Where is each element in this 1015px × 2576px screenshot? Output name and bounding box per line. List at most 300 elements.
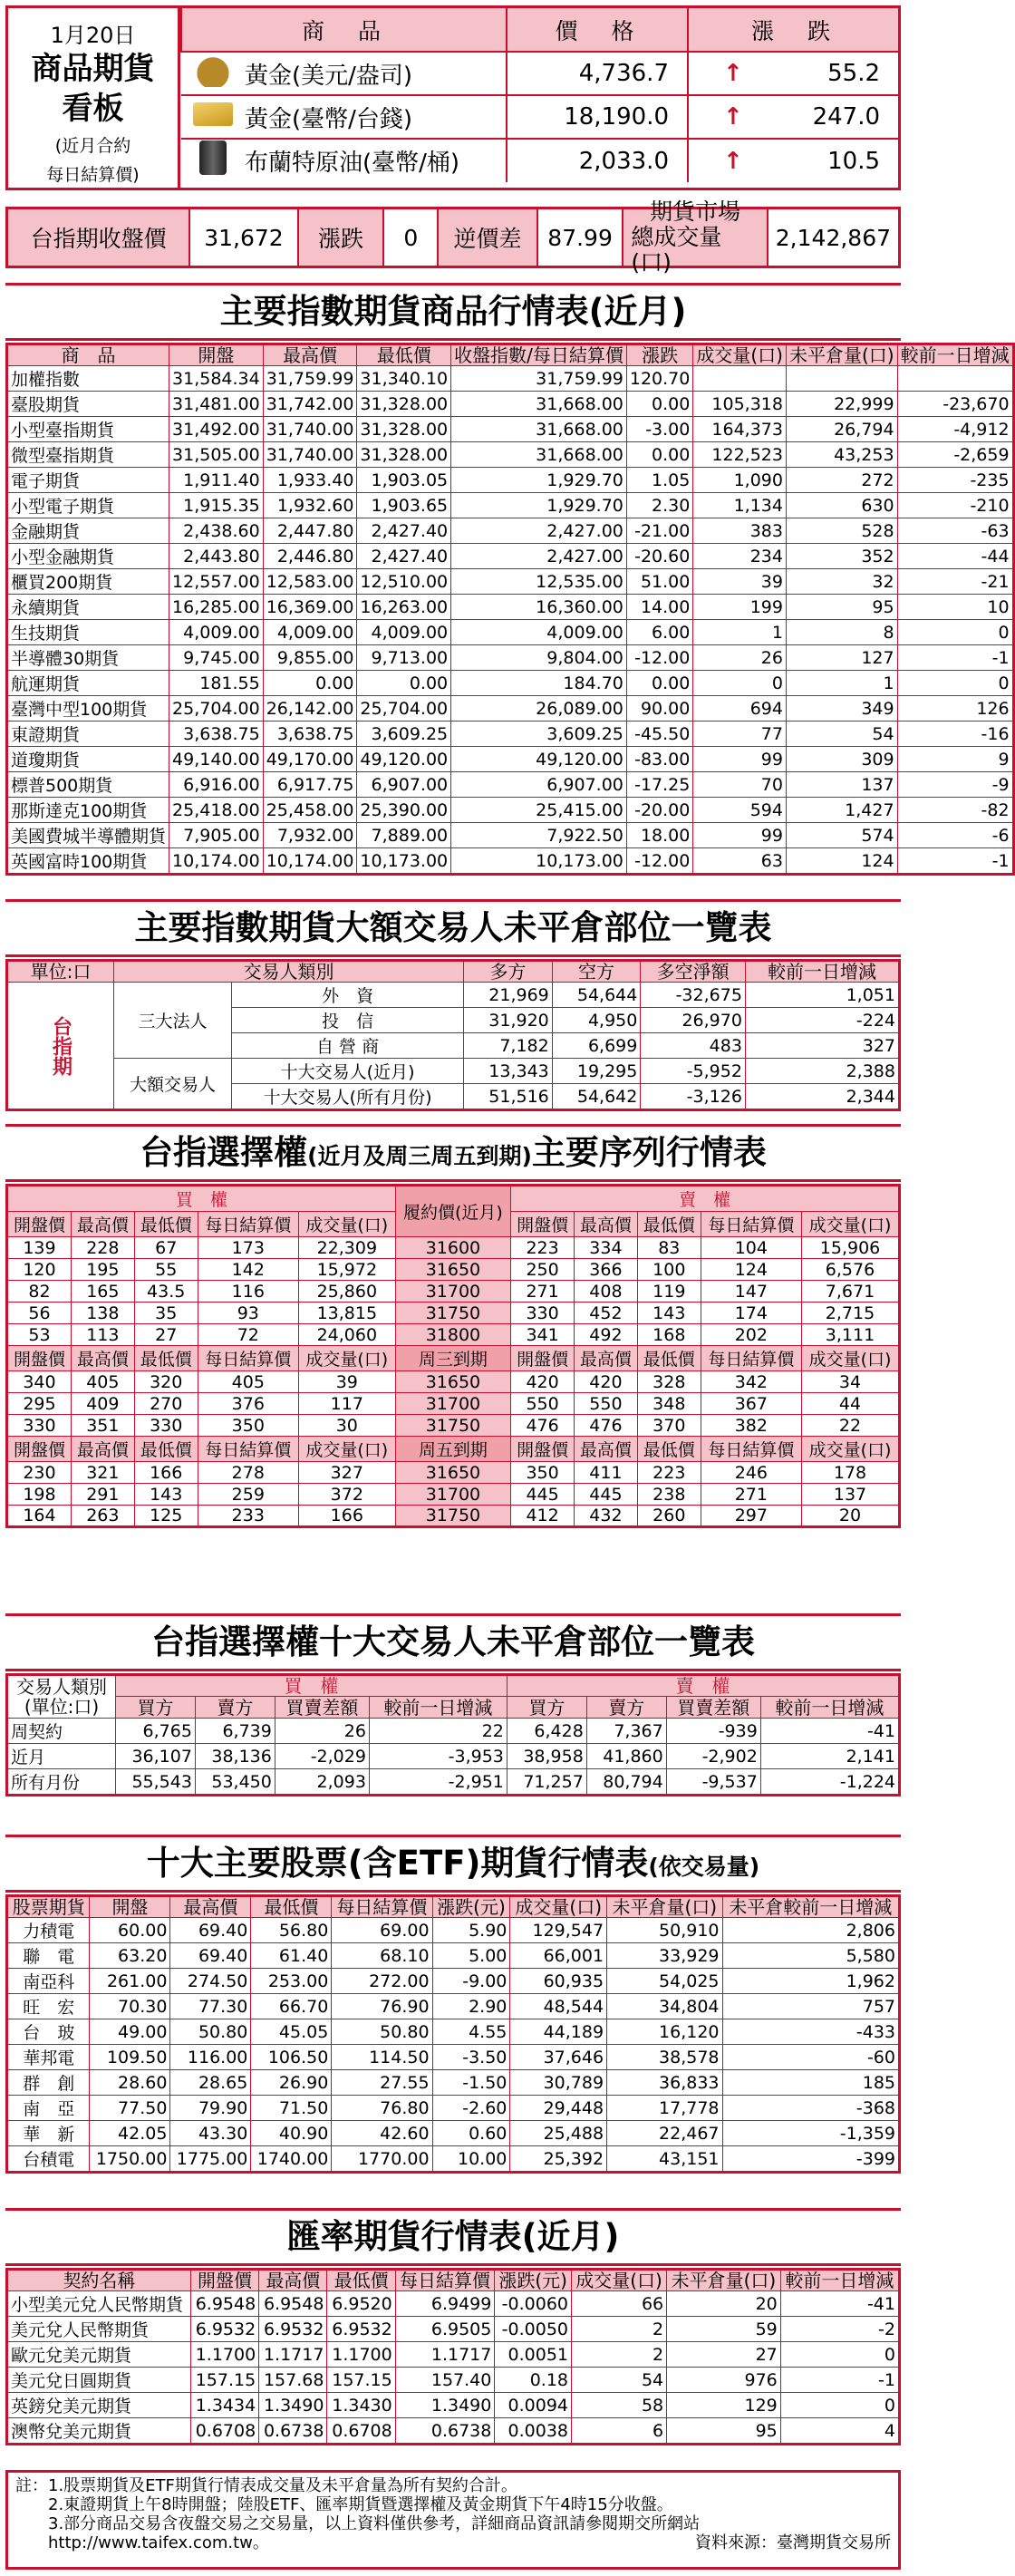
- column-header: 每日結算價: [198, 1437, 298, 1462]
- row-label: 美元兌日圓期貨: [7, 2368, 191, 2393]
- cell: 21,969: [464, 983, 553, 1008]
- cell: 49,120.00: [357, 747, 451, 772]
- cell: 409: [71, 1393, 134, 1415]
- cell: 4: [780, 2418, 899, 2445]
- table-row: [7, 2418, 900, 2445]
- column-header: 賣方: [586, 1697, 666, 1719]
- basis-value: 87.99: [536, 209, 623, 266]
- up-arrow-icon: ↑: [723, 103, 743, 131]
- cell: 119: [637, 1281, 701, 1303]
- cell: 2.90: [432, 1994, 510, 2019]
- cell: 17,778: [607, 2096, 722, 2121]
- cell: 9,745.00: [169, 645, 264, 671]
- table-row: [7, 1303, 900, 1324]
- cell: 43.5: [134, 1281, 198, 1303]
- cell: -21.00: [626, 518, 692, 544]
- cell: 0.6738: [259, 2418, 327, 2445]
- cell: 2,141: [760, 1744, 899, 1769]
- cell: 56.80: [251, 1918, 332, 1943]
- cell: 1.05: [626, 468, 692, 493]
- table-row: [7, 2146, 900, 2173]
- cell: 260: [637, 1506, 701, 1527]
- column-header: 開盤價: [7, 1212, 72, 1237]
- cell: 5.90: [432, 1918, 510, 1943]
- row-label: 聯 電: [7, 1943, 90, 1969]
- cell: 0.6708: [190, 2418, 258, 2445]
- column-header: 最高價: [575, 1346, 638, 1371]
- column-header: 漲跌(元): [432, 1896, 510, 1918]
- cell: 405: [198, 1371, 298, 1393]
- cell: 349: [786, 696, 897, 721]
- cell: 6: [572, 2418, 667, 2445]
- trader-type-head: [7, 1675, 116, 1719]
- trader-type: 十大交易人(所有月份): [232, 1084, 464, 1110]
- cell: 9,855.00: [263, 645, 357, 671]
- cell: -433: [722, 2019, 899, 2045]
- cell: 6.9499: [395, 2291, 495, 2317]
- cell: 43,253: [786, 442, 897, 468]
- cell: 1,134: [693, 493, 787, 518]
- cell: 164: [7, 1506, 72, 1527]
- row-label: 澳幣兌美元期貨: [7, 2418, 191, 2445]
- cell: 26: [693, 645, 787, 671]
- index-futures-table: [5, 343, 1015, 876]
- cell: -0.0050: [495, 2317, 572, 2342]
- cell: 122,523: [693, 442, 787, 468]
- cell: 630: [786, 493, 897, 518]
- cell: 1.1717: [395, 2342, 495, 2368]
- row-label: 美國費城半導體期貨: [7, 823, 169, 848]
- column-header: 收盤指數/每日結算價: [451, 344, 627, 366]
- cell: 31,742.00: [263, 392, 357, 417]
- cell: 68.10: [332, 1943, 432, 1969]
- table-row: [7, 1969, 900, 1994]
- cell: -20.00: [626, 798, 692, 823]
- column-header: 成交量(口): [693, 344, 787, 366]
- table-row: [7, 1281, 900, 1303]
- cell: 31,584.34: [169, 366, 264, 392]
- cell: 976: [667, 2368, 781, 2393]
- column-header: 每日結算價: [198, 1212, 298, 1237]
- row-label: 電子期貨: [7, 468, 169, 493]
- cell: 366: [575, 1259, 638, 1281]
- table-row: [7, 772, 1014, 798]
- row-label: 英國富時100期貨: [7, 848, 169, 875]
- cell: 6.9532: [327, 2317, 395, 2342]
- cell: 2: [572, 2342, 667, 2368]
- cell: 117: [298, 1393, 395, 1415]
- cell: -368: [722, 2096, 899, 2121]
- cell: 26.90: [251, 2070, 332, 2096]
- column-header: 最高價: [71, 1437, 134, 1462]
- cell: 271: [511, 1281, 575, 1303]
- cell: -939: [666, 1719, 760, 1744]
- cell: 7,182: [464, 1033, 553, 1059]
- column-header: 未平倉量(口): [786, 344, 897, 366]
- table-row: [7, 1393, 900, 1415]
- options-title-c: 主要序列行情表: [531, 1133, 767, 1172]
- cell: -44: [897, 544, 1013, 569]
- board-title-panel: [8, 8, 180, 188]
- cell: 1,929.70: [451, 468, 627, 493]
- cell: 1.1700: [190, 2342, 258, 2368]
- cell: 31,481.00: [169, 392, 264, 417]
- cell: -83.00: [626, 747, 692, 772]
- cell: 120: [7, 1259, 72, 1281]
- cell: 69.00: [332, 1918, 432, 1943]
- cell: 1,932.60: [263, 493, 357, 518]
- cell: -210: [897, 493, 1013, 518]
- row-label: 永續期貨: [7, 595, 169, 620]
- volume-label: [622, 199, 766, 276]
- cell: -0.0060: [495, 2291, 572, 2317]
- cell: 1,915.35: [169, 493, 264, 518]
- cell: 230: [7, 1462, 72, 1484]
- cell: 370: [637, 1415, 701, 1437]
- table-row: [7, 493, 1014, 518]
- cell: 137: [802, 1484, 900, 1506]
- cell: -3.00: [626, 417, 692, 442]
- basis-label: 逆價差: [437, 209, 536, 266]
- taiex-futures-summary: [5, 199, 901, 276]
- cell: 43.30: [170, 2121, 251, 2146]
- put-head: 賣 權: [507, 1675, 899, 1697]
- cell: 1,051: [745, 983, 899, 1008]
- commodity-price: 2,033.0: [507, 139, 688, 182]
- row-label: 南 亞: [7, 2096, 90, 2121]
- expiry-label: 周五到期: [395, 1437, 510, 1462]
- cell: [897, 366, 1013, 392]
- cell: 445: [511, 1484, 575, 1506]
- column-header: 最低價: [637, 1437, 701, 1462]
- cell: -5,952: [641, 1059, 746, 1084]
- cell: 9: [897, 747, 1013, 772]
- cell: 198: [7, 1484, 72, 1506]
- table-row: [7, 1324, 900, 1346]
- cell: 4,009.00: [169, 620, 264, 645]
- cell: 5.00: [432, 1943, 510, 1969]
- cell: 59: [667, 2317, 781, 2342]
- cell: 36,107: [116, 1744, 196, 1769]
- cell: 1750.00: [90, 2146, 170, 2173]
- table-row: [7, 1462, 900, 1484]
- cell: 2,427.00: [451, 518, 627, 544]
- cell: 55,543: [116, 1769, 196, 1796]
- option-traders-table: [5, 1673, 901, 1796]
- cell: 44,189: [510, 2019, 607, 2045]
- cell: 48,544: [510, 1994, 607, 2019]
- large-traders-table: [5, 959, 901, 1111]
- cell: 20: [667, 2291, 781, 2317]
- note-url[interactable]: http://www.taifex.com.tw。: [48, 2533, 269, 2552]
- column-header: 最低價: [327, 2270, 395, 2291]
- row-label: 櫃買200期貨: [7, 569, 169, 595]
- column-header: 每日結算價: [198, 1346, 298, 1371]
- cell: 26,142.00: [263, 696, 357, 721]
- cell: 376: [198, 1393, 298, 1415]
- cell: 16,360.00: [451, 595, 627, 620]
- cell: 49.00: [90, 2019, 170, 2045]
- cell: 51,516: [464, 1084, 553, 1110]
- cell: 6,907.00: [451, 772, 627, 798]
- col-trader-type: 交易人類別: [114, 961, 464, 983]
- cell: 76.90: [332, 1994, 432, 2019]
- cell: 50,910: [607, 1918, 722, 1943]
- cell: 31,668.00: [451, 392, 627, 417]
- cell: 54: [786, 721, 897, 747]
- cell: 272: [786, 468, 897, 493]
- cell: 1,427: [786, 798, 897, 823]
- cell: 0.00: [626, 671, 692, 696]
- cell: 757: [722, 1994, 899, 2019]
- cell: 2: [572, 2317, 667, 2342]
- cell: 157.68: [259, 2368, 327, 2393]
- table-row: [7, 1484, 900, 1506]
- cell: 528: [786, 518, 897, 544]
- cell: 0.18: [495, 2368, 572, 2393]
- cell: -224: [745, 1008, 899, 1033]
- cell: 31,759.99: [263, 366, 357, 392]
- cell: 139: [7, 1237, 72, 1259]
- cell: 31,505.00: [169, 442, 264, 468]
- cell: 30: [298, 1415, 395, 1437]
- note-1: 註：1.股票期貨及ETF期貨行情表成交量及未平倉量為所有契約合計。: [15, 2476, 517, 2495]
- commodity-change: 55.2: [827, 60, 880, 87]
- row-label: 南亞科: [7, 1969, 90, 1994]
- cell: 6,576: [802, 1259, 900, 1281]
- cell: 297: [701, 1506, 801, 1527]
- cell: 114.50: [332, 2045, 432, 2070]
- cell: 66,001: [510, 1943, 607, 1969]
- commodity-row: [181, 95, 898, 139]
- cell: 3,638.75: [263, 721, 357, 747]
- cell: 0.00: [263, 671, 357, 696]
- table-row: [7, 2368, 900, 2393]
- row-label: 華 新: [7, 2121, 90, 2146]
- cell: 3,609.25: [357, 721, 451, 747]
- table-row: [7, 798, 1014, 823]
- cell: 4,950: [552, 1008, 641, 1033]
- cell: 1770.00: [332, 2146, 432, 2173]
- cell: -4,912: [897, 417, 1013, 442]
- cell: 6.9532: [190, 2317, 258, 2342]
- cell: 27.55: [332, 2070, 432, 2096]
- cell: 164,373: [693, 417, 787, 442]
- note-2: 2.東證期貨上午8時開盤；陸股ETF、匯率期貨暨選擇權及黃金期貨下午4時15分收盤。: [48, 2495, 673, 2514]
- expiry-label: 周三到期: [395, 1346, 510, 1371]
- cell: 13,815: [298, 1303, 395, 1324]
- cell: 1,911.40: [169, 468, 264, 493]
- cell: 9,804.00: [451, 645, 627, 671]
- cell: 28.60: [90, 2070, 170, 2096]
- cell: 12,557.00: [169, 569, 264, 595]
- cell: 129,547: [510, 1918, 607, 1943]
- strike-price: 31650: [395, 1462, 510, 1484]
- column-header: 成交量(口): [298, 1437, 395, 1462]
- cell: 54: [572, 2368, 667, 2393]
- cell: 694: [693, 696, 787, 721]
- cell: 27: [667, 2342, 781, 2368]
- group-institutional: 三大法人: [114, 983, 232, 1059]
- cell: -1,224: [760, 1769, 899, 1796]
- cell: 1.3490: [259, 2393, 327, 2418]
- trader-type-head-1: 交易人類別: [16, 1676, 107, 1698]
- cell: 129: [667, 2393, 781, 2418]
- column-header: 成交量(口): [802, 1346, 900, 1371]
- cell: 1: [786, 671, 897, 696]
- cell: 0.0051: [495, 2342, 572, 2368]
- cell: 253.00: [251, 1969, 332, 1994]
- column-header: 最高價: [259, 2270, 327, 2291]
- cell: 90.00: [626, 696, 692, 721]
- cell: 31,328.00: [357, 442, 451, 468]
- cell: 166: [298, 1506, 395, 1527]
- table-row: [7, 2045, 900, 2070]
- cell: 223: [637, 1462, 701, 1484]
- cell: -12.00: [626, 848, 692, 875]
- table-row: [7, 2070, 900, 2096]
- cell: 15,906: [802, 1237, 900, 1259]
- up-arrow-icon: ↑: [723, 60, 743, 87]
- cell: -17.25: [626, 772, 692, 798]
- cell: -2,902: [666, 1744, 760, 1769]
- data-source: 資料來源：臺灣期貨交易所: [695, 2533, 891, 2552]
- cell: 0: [897, 671, 1013, 696]
- cell: 0.00: [626, 392, 692, 417]
- change-value: 0: [382, 209, 437, 266]
- cell: 0.0094: [495, 2393, 572, 2418]
- row-label: 半導體30期貨: [7, 645, 169, 671]
- cell: 483: [641, 1033, 746, 1059]
- cell: 8: [786, 620, 897, 645]
- cell: 72: [198, 1324, 298, 1346]
- column-header: 漲跌(元): [495, 2270, 572, 2291]
- cell: 1.3430: [327, 2393, 395, 2418]
- column-header: 開盤價: [7, 1437, 72, 1462]
- cell: 31,740.00: [263, 417, 357, 442]
- cell: 1,090: [693, 468, 787, 493]
- row-label: 周契約: [7, 1719, 116, 1744]
- cell: 83: [637, 1237, 701, 1259]
- cell: 27: [134, 1324, 198, 1346]
- strike-price: 31750: [395, 1506, 510, 1527]
- cell: -41: [780, 2291, 899, 2317]
- cell: 31,920: [464, 1008, 553, 1033]
- cell: 6.9520: [327, 2291, 395, 2317]
- cell: 1,903.05: [357, 468, 451, 493]
- cell: 3,111: [802, 1324, 900, 1346]
- table-row: [7, 848, 1014, 875]
- cell: 25,860: [298, 1281, 395, 1303]
- cell: 0.00: [626, 442, 692, 468]
- cell: 2,344: [745, 1084, 899, 1110]
- board-note-2: 每日結算價): [46, 165, 140, 185]
- cell: 109.50: [90, 2045, 170, 2070]
- cell: -21: [897, 569, 1013, 595]
- close-price-label: 台指期收盤價: [8, 209, 188, 266]
- cell: 31,340.10: [357, 366, 451, 392]
- cell: 26,970: [641, 1008, 746, 1033]
- row-label: 加權指數: [7, 366, 169, 392]
- column-header: 每日結算價: [701, 1346, 801, 1371]
- cell: 181.55: [169, 671, 264, 696]
- cell: 2,715: [802, 1303, 900, 1324]
- table-row: [7, 2342, 900, 2368]
- table-row: [7, 1371, 900, 1393]
- table-row: [7, 417, 1014, 442]
- cell: 223: [511, 1237, 575, 1259]
- column-header: 開盤價: [511, 1346, 575, 1371]
- cell: 77.50: [90, 2096, 170, 2121]
- cell: 6,428: [507, 1719, 586, 1744]
- cell: 166: [134, 1462, 198, 1484]
- row-label: 旺 宏: [7, 1994, 90, 2019]
- cell: -2,951: [369, 1769, 507, 1796]
- cell: 157.15: [327, 2368, 395, 2393]
- cell: 476: [575, 1415, 638, 1437]
- cell: 411: [575, 1462, 638, 1484]
- col-change: 漲 跌: [688, 8, 898, 52]
- cell: 100: [637, 1259, 701, 1281]
- cell: 53,450: [195, 1769, 275, 1796]
- cell: 70: [693, 772, 787, 798]
- up-arrow-icon: ↑: [723, 147, 743, 175]
- row-label: 標普500期貨: [7, 772, 169, 798]
- trader-type: 十大交易人(近月): [232, 1059, 464, 1084]
- cell: 6.9532: [259, 2317, 327, 2342]
- commodity-name: 黃金(美元/盎司): [245, 52, 507, 95]
- cell: 10,173.00: [357, 848, 451, 875]
- cell: 352: [786, 544, 897, 569]
- column-header: 契約名稱: [7, 2270, 191, 2291]
- cell: 54,642: [552, 1084, 641, 1110]
- row-label: 台 玻: [7, 2019, 90, 2045]
- cell: 10.00: [432, 2146, 510, 2173]
- cell: 22: [369, 1719, 507, 1744]
- column-header: 開盤: [169, 344, 264, 366]
- cell: 1740.00: [251, 2146, 332, 2173]
- table-row: [7, 2019, 900, 2045]
- cell: 16,369.00: [263, 595, 357, 620]
- cell: 405: [71, 1371, 134, 1393]
- cell: 272.00: [332, 1969, 432, 1994]
- cell: 334: [575, 1237, 638, 1259]
- cell: 41,860: [586, 1744, 666, 1769]
- cell: -399: [722, 2146, 899, 2173]
- row-label: 所有月份: [7, 1769, 116, 1796]
- table-row: [7, 1506, 900, 1527]
- cell: 165: [71, 1281, 134, 1303]
- cell: -235: [897, 468, 1013, 493]
- row-label: 台積電: [7, 2146, 90, 2173]
- cell: 2,446.80: [263, 544, 357, 569]
- column-header: 較前一日增減: [760, 1697, 899, 1719]
- cell: 25,418.00: [169, 798, 264, 823]
- cell: 63: [693, 848, 787, 875]
- table-row: [7, 1994, 900, 2019]
- cell: 412: [511, 1506, 575, 1527]
- trader-type: 自 營 商: [232, 1033, 464, 1059]
- cell: -32,675: [641, 983, 746, 1008]
- cell: 30,789: [510, 2070, 607, 2096]
- cell: 77.30: [170, 1994, 251, 2019]
- cell: 53: [7, 1324, 72, 1346]
- cell: 147: [701, 1281, 801, 1303]
- row-label: 美元兌人民幣期貨: [7, 2317, 191, 2342]
- cell: 340: [7, 1371, 72, 1393]
- cell: 173: [198, 1237, 298, 1259]
- cell: 2,427.40: [357, 544, 451, 569]
